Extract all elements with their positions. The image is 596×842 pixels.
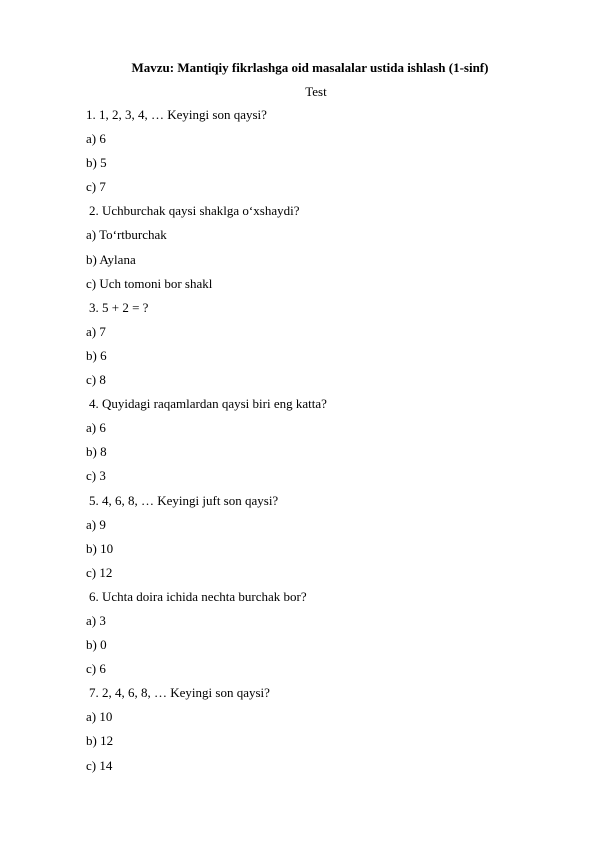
question-4-option-a: a) 6: [86, 420, 106, 436]
question-5-option-c: c) 12: [86, 564, 113, 580]
question-6-option-b: b) 0: [86, 637, 107, 653]
question-4-option-b: b) 8: [86, 444, 107, 460]
question-4: 4. Quyidagi raqamlardan qaysi biri eng katta?: [89, 396, 327, 412]
question-6-option-c: c) 6: [86, 661, 106, 677]
question-2-option-a: a) To‘rtburchak: [86, 227, 167, 243]
question-1-option-b: b) 5: [86, 155, 107, 171]
question-7-option-b: b) 12: [86, 733, 114, 749]
question-7-option-a: a) 10: [86, 709, 113, 725]
question-list: [86, 106, 327, 781]
document-subtitle: Test: [305, 84, 327, 99]
question-1: 1. 1, 2, 3, 4, … Keyingi son qaysi?: [86, 107, 267, 122]
question-1-option-a: a) 6: [86, 131, 106, 147]
question-4-option-c: c) 3: [86, 468, 106, 484]
question-2: 2. Uchburchak qaysi shaklga o‘xshaydi?: [89, 203, 300, 219]
document-title: Mavzu: Mantiqiy fikrlashga oid masalalar ustida ishlash (1-sinf): [131, 60, 489, 75]
question-3: 3. 5 + 2 = ?: [89, 299, 149, 315]
question-3-option-a: a) 7: [86, 323, 106, 339]
question-5-option-b: b) 10: [86, 540, 114, 556]
question-3-option-c: c) 8: [86, 372, 106, 388]
question-1-option-c: c) 7: [86, 179, 106, 195]
question-6-option-a: a) 3: [86, 612, 106, 628]
question-7: 7. 2, 4, 6, 8, … Keyingi son qaysi?: [89, 685, 270, 701]
question-3-option-b: b) 6: [86, 347, 107, 363]
question-5: 5. 4, 6, 8, … Keyingi juft son qaysi?: [89, 492, 279, 508]
question-2-option-b: b) Aylana: [86, 251, 136, 267]
question-7-option-c: c) 14: [86, 757, 113, 773]
question-5-option-a: a) 9: [86, 516, 106, 532]
question-2-option-c: c) Uch tomoni bor shakl: [86, 275, 213, 291]
question-6: 6. Uchta doira ichida nechta burchak bor?: [89, 588, 307, 604]
